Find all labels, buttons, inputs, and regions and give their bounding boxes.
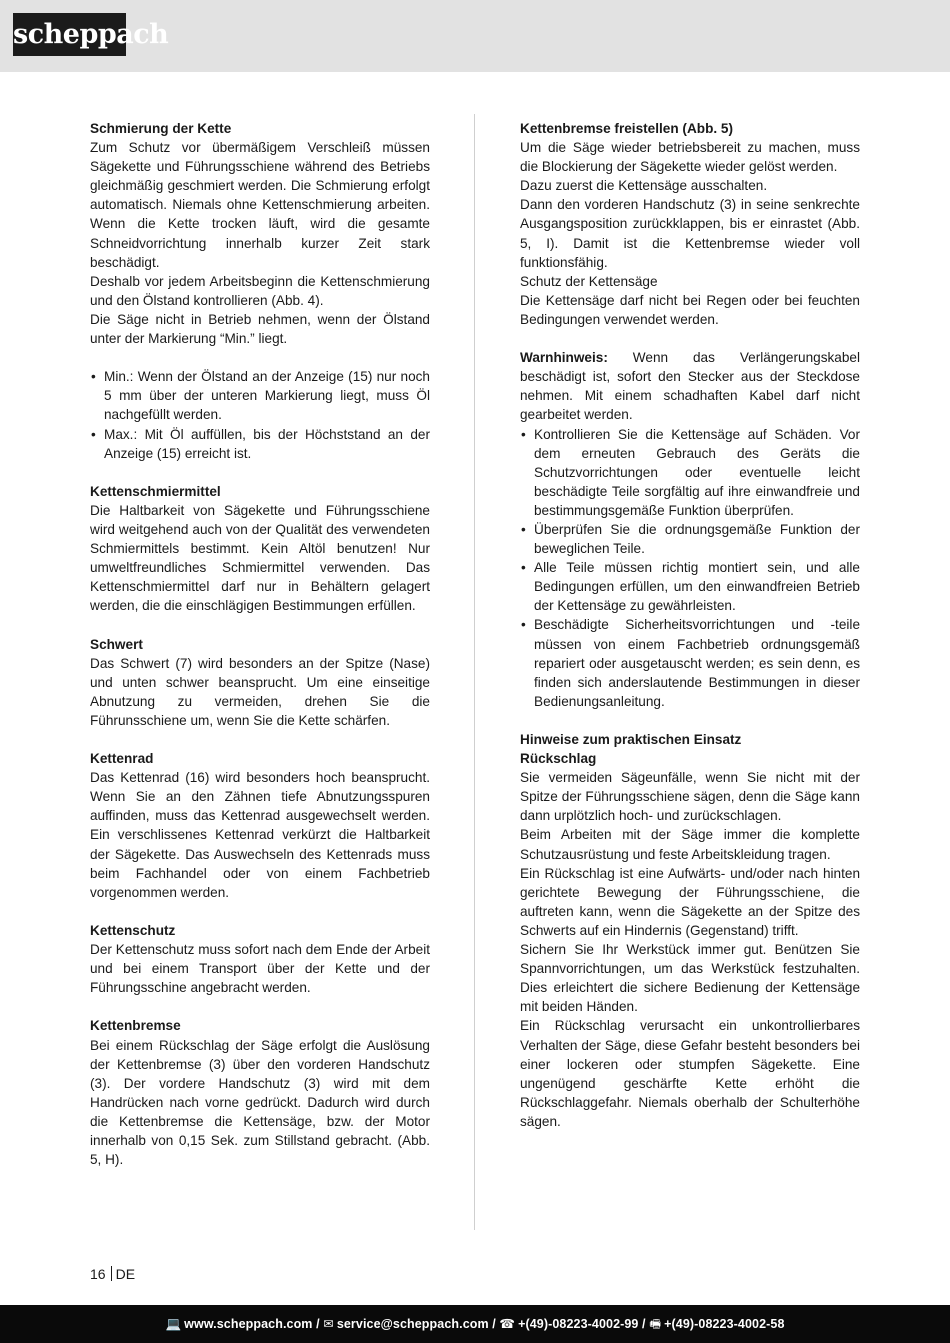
list-item: • Max.: Mit Öl auffüllen, bis der Höchststand an der Anzeige (15) erreicht ist. (90, 425, 430, 463)
section-chain-guard (90, 921, 430, 997)
footer-separator: / (488, 1317, 500, 1331)
section-heading: Hinweise zum praktischen Einsatz (520, 732, 742, 747)
fax-number: +(49)-08223-4002-58 (664, 1317, 785, 1331)
section-sprocket (90, 749, 430, 902)
footer-separator: / (638, 1317, 650, 1331)
left-column (90, 119, 430, 1188)
paragraph: Sie vermeiden Sägeunfälle, wenn Sie nicht mit der Spitze der Führungsschiene sägen, denn die Säge kann dann urplötzlich hoch- und zurückschlagen. (520, 770, 860, 824)
paragraph: Der Kettenschutz muss sofort nach dem Ende der Arbeit und bei einem Transport über der Kette und der Führungsschine angebracht werden. (90, 942, 430, 996)
paragraph: Die Säge nicht in Betrieb nehmen, wenn der Ölstand unter der Markierung “Min.” liegt. (90, 311, 430, 347)
oil-level-list (90, 367, 430, 462)
section-practical-use (520, 730, 860, 1131)
paragraph: Beim Arbeiten mit der Säge immer die komplette Schutzausrüstung und feste Arbeitskleidung tragen. (520, 827, 860, 862)
list-item: • Min.: Wenn der Ölstand an der Anzeige (15) nur noch 5 mm über der unteren Markierung liegt, muss Öl nachgefüllt werden. (90, 367, 430, 424)
list-item: • Alle Teile müssen richtig montiert sein, und alle Bedingungen erfüllen, um den einwandfreien Betrieb der Kettensäge zu gewährleisten. (520, 558, 860, 615)
list-item: • Kontrollieren Sie die Kettensäge auf Schäden. Vor dem erneuten Gebrauch des Geräts die Schutzvorrichtungen oder eventuelle leicht beschädigte Teile sorgfältig auf ihre einwandfreie und bestimmungsgemäße Funktion überprüfen. (520, 425, 860, 520)
section-guide-bar (90, 635, 430, 730)
paragraph: Die Kettensäge darf nicht bei Regen oder bei feuchten Bedingungen verwendet werden. (520, 292, 860, 327)
paragraph: Um die Säge wieder betriebsbereit zu machen, muss die Blockierung der Sägekette wieder gelöst werden. (520, 140, 860, 175)
paragraph: Das Kettenrad (16) wird besonders hoch beansprucht. Wenn Sie an den Zähnen tiefe Abnutzungsspuren auffinden, muss das Kettenrad ausgewechselt werden. Ein verschlissenes Kettenrad verkürzt die Haltbarkeit der Sägekette. Das Auswechseln des Kettenrads muss beim Fachhandel oder von einem Fachbetrieb vorgenommen werden. (90, 770, 430, 900)
warning-paragraph (520, 348, 860, 424)
right-column (520, 119, 860, 1150)
phone-number: +(49)-08223-4002-99 (518, 1317, 639, 1331)
paragraph: Bei einem Rückschlag der Säge erfolgt die Auslösung der Kettenbremse (3) über den vorderen Handschutz (3). Der vordere Handschutz (3) wird mit dem Handrücken nach vorne gedrückt. Dadurch wird durch die Kettenbremse die Kettensäge, bzw. der Motor innerhalb von 0,15 Sek. zum Stillstand gebracht. (Abb. 5, H). (90, 1037, 430, 1168)
warning-lead: Warnhinweis: (520, 350, 608, 366)
section-heading: Kettenschutz (90, 922, 176, 938)
section-heading: Schmierung der Kette (90, 121, 232, 136)
section-heading: Kettenrad (90, 751, 154, 767)
paragraph: Ein Rückschlag ist eine Aufwärts- und/oder nach hinten gerichtete Bewegung der Führungsschiene, die auftreten kann, wenn die Sägekette an der Spitze des Schwerts auf ein Hindernis (Gegenstand) trifft. (520, 865, 860, 938)
section-chain-brake (90, 1016, 430, 1169)
section-heading: Schwert (90, 636, 143, 652)
page-number-separator (111, 1266, 112, 1281)
warning-text: Wenn das Verlängerungskabel beschädigt ist, sofort den Stecker aus der Steckdose nehmen. Mit einem schadhaften Kabel darf nicht gearbeitet werden. (520, 350, 860, 423)
paragraph: Die Haltbarkeit von Sägekette und Führungsschiene wird weitgehend auch von der Qualität des verwendeten Schmiermittels bestimmt. Kein Altöl benutzen! Nur umweltfreundliches Schmiermittel verwenden. Das Kettenschmiermittel darf nur in Behältern gelagert werden, die die einschlägigen Bestimmungen erfüllen. (90, 502, 430, 614)
phone-icon: ☎ (499, 1317, 516, 1331)
paragraph: Dazu zuerst die Kettensäge ausschalten. (520, 178, 768, 194)
page-language: DE (115, 1266, 136, 1282)
list-item: • Beschädigte Sicherheitsvorrichtungen und -teile müssen von einem Fachbetrieb ordnungsgemäß repariert oder ausgetauscht werden; es sein denn, es finden sich anderslautende Bestimmungen in dieser Bedienungsanleitung. (520, 615, 860, 710)
section-brake-release (520, 119, 860, 329)
paragraph: Sichern Sie Ihr Werkstück immer gut. Benützen Sie Spannvorrichtungen, um das Werkstück festzuhalten. Dies erleichtert die sichere Bedienung der Kettensäge mit beiden Händen. (520, 942, 860, 1015)
computer-icon: 💻 (165, 1317, 182, 1331)
paragraph: Zum Schutz vor übermäßigem Verschleiß müssen Sägekette und Führungsschiene während des Betriebs gleichmäßig geschmiert werden. Die Schmierung erfolgt automatisch. Niemals ohne Kettenschmierung arbeiten. Wenn die Kette trocken läuft, wird die gesamte Schneidvorrichtung innerhalb kurzer Zeit stark beschädigt. (90, 140, 430, 270)
list-item: • Überprüfen Sie die ordnungsgemäße Funktion der beweglichen Teile. (520, 520, 860, 558)
page-number (90, 1265, 135, 1283)
paragraph: Ein Rückschlag verursacht ein unkontrollierbares Verhalten der Säge, diese Gefahr besteht besonders bei einer lockeren oder stumpfen Sägekette. Eine ungenügend geschärfte Kette erhöht die Rückschlaggefahr. Niemals oberhalb der Schulterhöhe sägen. (520, 1018, 860, 1129)
page-header (0, 0, 950, 72)
section-heading: Kettenbremse freistellen (Abb. 5) (520, 121, 734, 136)
page-footer (0, 1305, 950, 1343)
paragraph: Das Schwert (7) wird besonders an der Spitze (Nase) und unten schwer beansprucht. Um eine einseitige Abnutzung zu vermeiden, drehen Sie die Führunsschiene um, wenn Sie die Kette schärfen. (90, 655, 430, 728)
fax-icon: 🖷 (649, 1317, 662, 1331)
page-number-value: 16 (90, 1266, 106, 1282)
footer-separator: / (312, 1317, 324, 1331)
mail-icon: ✉ (323, 1317, 334, 1331)
safety-check-list (520, 425, 860, 711)
section-chain-lubricant (90, 482, 430, 616)
column-divider (474, 114, 475, 1230)
email-link[interactable]: service@scheppach.com (336, 1317, 489, 1331)
paragraph: Schutz der Kettensäge (520, 273, 658, 289)
scheppach-logo: scheppach (13, 13, 126, 56)
section-chain-lubrication (90, 119, 430, 348)
paragraph: Deshalb vor jedem Arbeitsbeginn die Kettenschmierung und den Ölstand kontrollieren (Abb. 4). (90, 273, 430, 308)
section-heading: Kettenschmiermittel (90, 483, 221, 499)
paragraph: Dann den vorderen Handschutz (3) in seine senkrechte Ausgangsposition zurückklappen, bis er einrastet (Abb. 5, I). Damit ist die Kettenbremse wieder voll funktionsfähig. (520, 197, 860, 270)
website-link[interactable]: www.scheppach.com (184, 1317, 313, 1331)
section-subheading: Rückschlag (520, 751, 597, 767)
section-warning (520, 348, 860, 711)
section-heading: Kettenbremse (90, 1018, 181, 1034)
